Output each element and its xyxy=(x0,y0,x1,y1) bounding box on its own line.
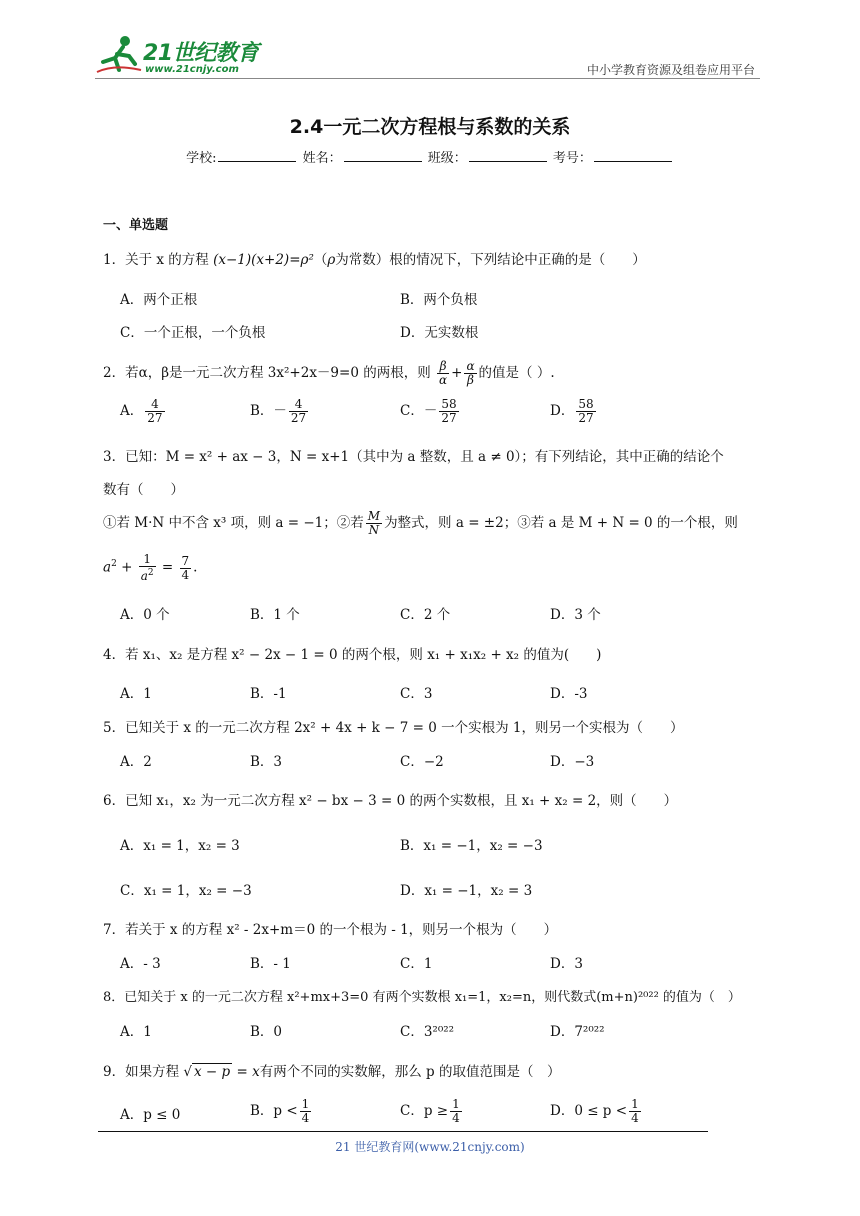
option: B．1 个 xyxy=(250,607,300,623)
option: D．-3 xyxy=(550,686,588,702)
option: C．－ $\frac{58}{27}$ xyxy=(400,397,457,425)
fraction-beta-alpha: $\frac{\beta}{\alpha}$ xyxy=(439,359,448,387)
footer-divider xyxy=(98,1131,708,1132)
option: A．0 个 xyxy=(120,607,170,623)
option: D．0 ≤ p < $\frac{1}{4}$ xyxy=(550,1097,639,1125)
option: B．x₁ = −1，x₂ = −3 xyxy=(400,838,543,854)
option: D．3 个 xyxy=(550,607,601,623)
question-3-line3: ①若 M·N 中不含 x³ 项，则 a = −1；②若 $\frac{M}{N}$ 为整式，则 a = ±2；③若 a 是 M + N = 0 的一个根，则 xyxy=(103,509,738,537)
option: C．1 xyxy=(400,956,433,972)
option: A．2 xyxy=(120,754,152,770)
fraction-m-n: $\frac{M}{N}$ xyxy=(367,509,381,537)
school-label: 学校: xyxy=(186,151,217,166)
question-text: 已知：M = x² + ax − 3，N = x+1（其中为 a 整数，且 a ≠ 0）；有下列结论，其中正确的结论个 xyxy=(125,449,724,465)
option: C．p ≥ $\frac{1}{4}$ xyxy=(400,1097,460,1125)
formula: ρ xyxy=(327,252,336,268)
question-text: 若α，β是一元二次方程 3x²+2x－9=0 的两根，则 xyxy=(125,365,431,381)
option: C．3²⁰²² xyxy=(400,1024,455,1040)
option: B．3 xyxy=(250,754,283,770)
option: D．x₁ = −1，x₂ = 3 xyxy=(400,883,533,899)
question-text: （ xyxy=(313,252,328,268)
option: A．两个正根 xyxy=(120,292,198,308)
option: A．p ≤ 0 xyxy=(120,1107,181,1123)
formula: (x−1)(x+2)=ρ² xyxy=(213,252,314,268)
question-text: 关于 x 的方程 xyxy=(125,252,209,268)
option: D．−3 xyxy=(550,754,595,770)
option: D． $\frac{58}{27}$ xyxy=(550,397,594,425)
footer-link[interactable]: 21 世纪教育网(www.21cnjy.com) xyxy=(335,1140,525,1154)
question-5: 5．已知关于 x 的一元二次方程 2x² + 4x + k − 7 = 0 一个实根为 1，则另一个实根为（ ） xyxy=(103,720,684,736)
option: C．一个正根，一个负根 xyxy=(120,325,266,341)
option: B．－ $\frac{4}{27}$ xyxy=(250,397,307,425)
class-blank xyxy=(469,149,547,162)
question-7: 7．若关于 x 的方程 x² - 2x+m＝0 的一个根为 - 1，则另一个根为（ ） xyxy=(103,922,558,938)
question-9: 9．如果方程 √ x − p = x有两个不同的实数解，那么 p 的取值范围是（ ） xyxy=(103,1064,561,1080)
question-2: 2．若α，β是一元二次方程 3x²+2x－9=0 的两根，则 $\frac{\beta}{\alpha}$ + $\frac{\alpha}{\beta}$ 的值是（ ）. xyxy=(103,359,555,387)
site-logo xyxy=(95,30,265,80)
exam-no-label: 考号： xyxy=(552,151,592,166)
option: A．1 xyxy=(120,686,152,702)
option: B．-1 xyxy=(250,686,287,702)
option: B．两个负根 xyxy=(400,292,478,308)
question-3-line2: 数有（ ） xyxy=(103,482,184,498)
class-label: 班级： xyxy=(427,151,467,166)
school-blank xyxy=(218,149,296,162)
question-text: 为常数）根的情况下，下列结论中正确的是（ ） xyxy=(335,252,646,268)
option: D．无实数根 xyxy=(400,325,479,341)
option: C．2 个 xyxy=(400,607,451,623)
option: D．3 xyxy=(550,956,583,972)
question-8: 8．已知关于 x 的一元二次方程 x²+mx+3=0 有两个实数根 x₁=1，x₂=n，则代数式(m+n)²⁰²² 的值为（ ） xyxy=(103,990,741,1005)
option: A．1 xyxy=(120,1024,152,1040)
logo-url: www.21cnjy.com xyxy=(145,64,239,75)
question-3-line4: $a^2$ + $\frac{1}{a^2}$ = $\frac{7}{4}$ . xyxy=(103,552,198,583)
option: B．- 1 xyxy=(250,956,291,972)
option: A．- 3 xyxy=(120,956,161,972)
question-number: 1． xyxy=(103,252,126,268)
option: A． $\frac{4}{27}$ xyxy=(120,397,163,425)
fraction-alpha-beta: $\frac{\alpha}{\beta}$ xyxy=(466,359,475,387)
header-divider xyxy=(95,78,760,79)
question-4: 4．若 x₁、x₂ 是方程 x² − 2x − 1 = 0 的两个根，则 x₁ + x₁x₂ + x₂ 的值为( ) xyxy=(103,647,602,663)
logo-text: 21世纪教育 xyxy=(143,41,259,66)
question-number: 2． xyxy=(103,365,126,381)
page-title: 2.4一元二次方程根与系数的关系 xyxy=(289,116,571,138)
option: C．x₁ = 1，x₂ = −3 xyxy=(120,883,252,899)
student-info xyxy=(0,147,860,166)
option: C．−2 xyxy=(400,754,444,770)
question-number: 3． xyxy=(103,449,126,465)
option: A．x₁ = 1，x₂ = 3 xyxy=(120,838,240,854)
section-heading: 一、单选题 xyxy=(103,218,169,233)
option: B．0 xyxy=(250,1024,283,1040)
platform-name: 中小学教育资源及组卷应用平台 xyxy=(586,63,755,77)
question-text: 的值是（ ）. xyxy=(478,365,555,381)
question-1 xyxy=(103,248,646,268)
name-label: 姓名： xyxy=(302,151,342,166)
question-6: 6．已知 x₁，x₂ 为一元二次方程 x² − bx − 3 = 0 的两个实数根，且 x₁ + x₂ = 2，则（ ） xyxy=(103,793,678,809)
option: C．3 xyxy=(400,686,433,702)
exam-no-blank xyxy=(594,149,672,162)
option: D．7²⁰²² xyxy=(550,1024,605,1040)
runner-logo-icon xyxy=(95,34,145,74)
question-3 xyxy=(103,445,724,465)
name-blank xyxy=(344,149,422,162)
option: B．p < $\frac{1}{4}$ xyxy=(250,1097,310,1125)
